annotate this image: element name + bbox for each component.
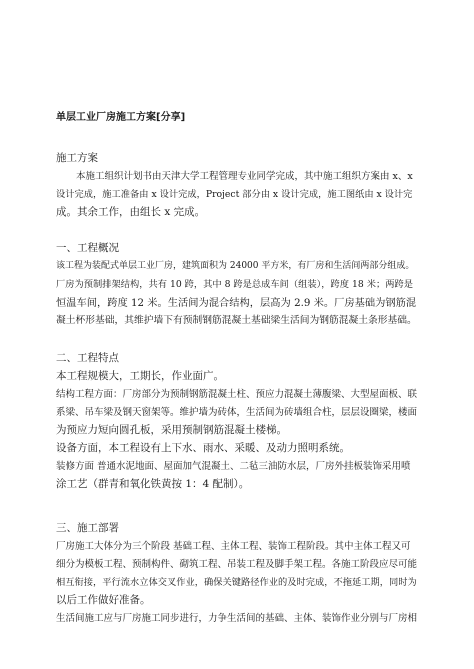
features-line-4: 为预应力短向圆孔板，采用预制钢筋混凝土楼梯。 [56,424,287,436]
section-heading-plan: 施工方案 [56,152,98,164]
plan-line-3: 成。其余工作，由组长 x 完成。 [56,206,206,218]
section-heading-features: 二、工程特点 [56,352,119,364]
features-line-5: 设备方面，本工程设有上下水、雨水、采暖、及动力照明系统。 [56,442,350,454]
deploy-line-1: 厂房施工大体分为三个阶段 基础工程、主体工程、装饰工程阶段。其中主体工程又可 [56,541,411,552]
overview-line-2: 厂房为预制排架结构，共有 10 跨，其中 8 跨是总成车间（组装），跨度 18 米；两跨是 [56,279,413,290]
document-title: 单层工业厂房施工方案[分享] [56,112,186,123]
plan-line-2: 设计完成，施工准备由 x 设计完成，Project 部分由 x 设计完成，施工图纸由 x 设计完 [56,189,413,200]
features-line-2: 结构工程方面：厂房部分为预制钢筋混凝土柱、预应力混凝土薄腹梁、大型屋面板、联 [56,389,418,400]
features-line-3: 系梁、吊车梁及钢天窗架等。维护墙为砖体，生活间为砖墙组合柱，层层设圈梁，楼面 [56,407,418,418]
overview-line-1: 该工程为装配式单层工业厂房，建筑面积为 24000 平方米，有厂房和生活间两部分组成。 [56,261,415,271]
features-line-6: 装修方面 普通水泥地面、屋面加气混凝土、二毡三油防水层，厂房外挂板装饰采用喷 [56,461,411,472]
section-heading-deploy: 三、施工部署 [56,522,119,534]
overview-line-4: 凝土杯形基础，其维护墙下有预制钢筋混凝土基础梁生活间为钢筋混凝土条形基础。 [56,315,417,326]
section-heading-overview: 一、工程概况 [56,242,119,254]
plan-line-1: 本施工组织计划书由天津大学工程管理专业同学完成，其中施工组织方案由 x、x [76,171,413,182]
deploy-line-4: 以后工作做好准备。 [56,594,151,606]
overview-line-3: 恒温车间，跨度 12 米。生活间为混合结构，层高为 2.9 米。厂房基础为钢筋混 [56,297,417,309]
deploy-line-2: 细分为模板工程、预制构件、砌筑工程、吊装工程及脚手架工程。各施工阶段应尽可能 [56,559,418,570]
deploy-line-5: 生活间施工应与厂房施工同步进行，力争生活间的基础、主体、装饰作业分别与厂房相 [56,613,418,624]
deploy-line-3: 相互衔接，平行流水立体交叉作业，确保关键路径作业的及时完成，不拖延工期，同时为 [56,577,417,588]
features-line-7: 涂工艺（群青和氧化铁黄按 1：4 配制）。 [56,478,250,490]
features-line-1: 本工程规模大，工期长，作业面广。 [56,370,224,382]
